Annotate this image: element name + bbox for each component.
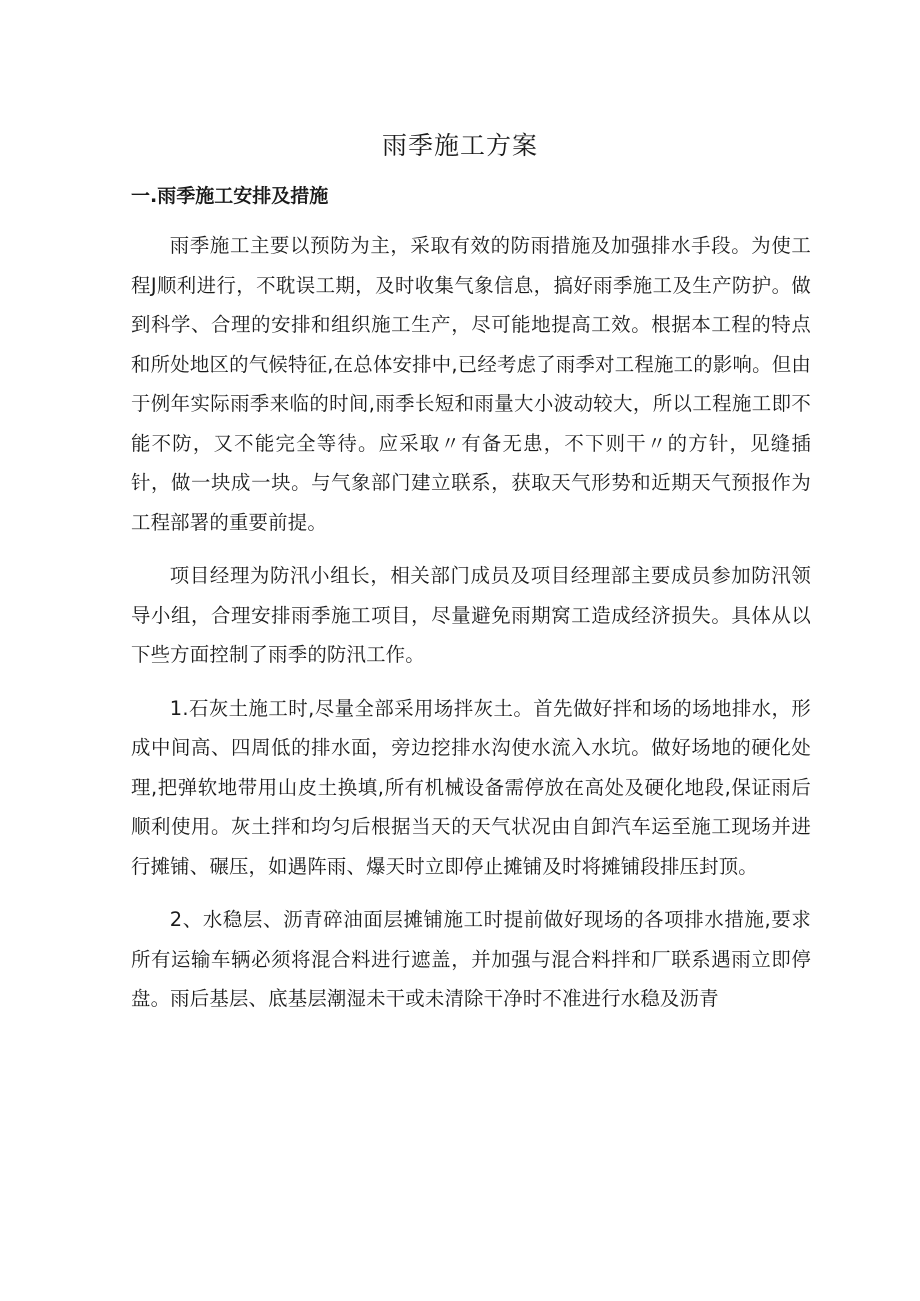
section-heading: 一.雨季施工安排及措施 (131, 185, 329, 207)
document-title: 雨季施工方案 (381, 131, 538, 160)
paragraph: 项目经理为防汛小组长，相关部门成员及项目经理部主要成员参加防汛领导小组，合理安排雨季施工项目，尽量避免雨期窝工造成经济损失。具体从以下些方面控制了雨季的防汛工作。 (131, 564, 811, 666)
paragraph: 2、水稳层、沥青碎油面层摊铺施工时提前做好现场的各项排水措施,要求所有运输车辆必须将混合料进行遮盖，并加强与混合料拌和厂联系遇雨立即停盘。雨后基层、底基层潮湿未干或未清除干净时不准进行水稳及沥青 (131, 908, 811, 1010)
paragraph: 1.石灰土施工时,尽量全部采用场拌灰土。首先做好拌和场的场地排水，形成中间高、四周低的排水面，旁边挖排水沟使水流入水坑。做好场地的硬化处理,把弹软地带用山皮土换填,所有机械设备需停放在高处及硬化地段,保证雨后顺利使用。灰土拌和均匀后根据当天的天气状况由自卸汽车运至施工现场并进行摊铺、碾压，如遇阵雨、爆天时立即停止摊铺及时将摊铺段排压封顶。 (131, 696, 811, 878)
paragraph: 雨季施工主要以预防为主，采取有效的防雨措施及加强排水手段。为使工程J顺利进行，不耽误工期，及时收集气象信息，搞好雨季施工及生产防护。做到科学、合理的安排和组织施工生产，尽可能地提高工效。根据本工程的特点和所处地区的气候特征,在总体安排中,已经考虑了雨季对工程施工的影响。但由于例年实际雨季来临的时间,雨季长短和雨量大小波动较大，所以工程施工即不能不防，又不能完全等待。应采取〃有备无患，不下则干〃的方针，见缝插针，做一块成一块。与气象部门建立联系，获取天气形势和近期天气预报作为工程部署的重要前提。 (131, 234, 811, 534)
body-text (131, 226, 811, 1033)
